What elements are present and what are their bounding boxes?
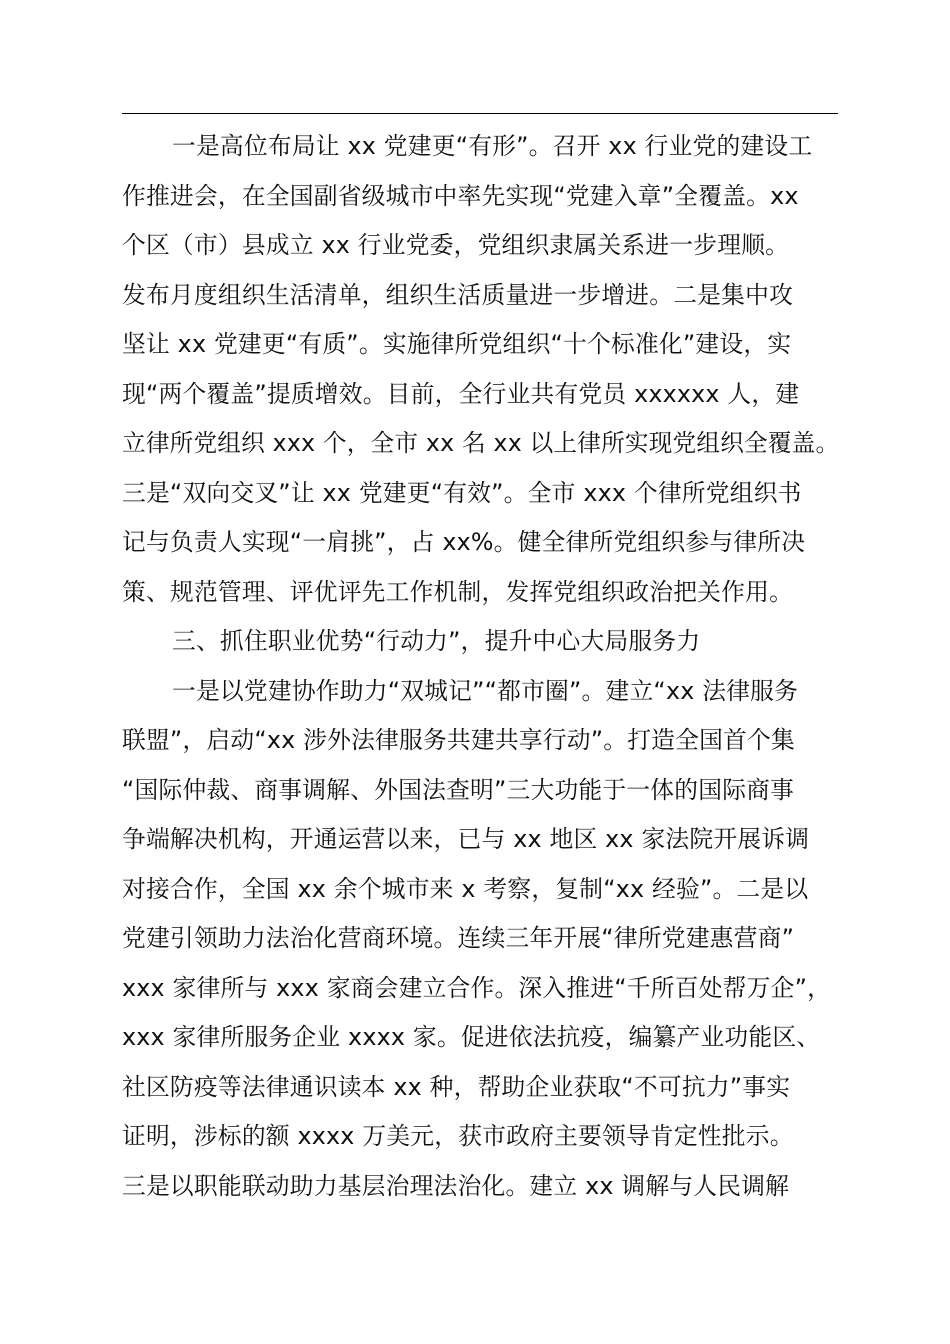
header-rule (122, 113, 838, 114)
text-line: 一是以党建协作助力“双城记”“都市圈”。建立“xx 法律服务 (172, 676, 799, 705)
text-line: 三是以职能联动助力基层治理法治化。建立 xx 调解与人民调解 (122, 1171, 790, 1200)
text-line: 发布月度组织生活清单，组织生活质量进一步增进。二是集中攻 (122, 280, 794, 309)
text-line: 争端解决机构，开通运营以来，已与 xx 地区 xx 家法院开展诉调 (122, 825, 810, 853)
text-line: 党建引领助力法治化营商环境。连续三年开展“律所党建惠营商” (122, 924, 795, 952)
text-line: 对接合作，全国 xx 余个城市来 x 考察，复制“xx 经验”。二是以 (122, 874, 809, 903)
text-line: 证明，涉标的额 xxxx 万美元，获市政府主要领导肯定性批示。 (122, 1122, 794, 1150)
text-line: 一是高位布局让 xx 党建更“有形”。召开 xx 行业党的建设工 (172, 132, 813, 160)
text-line: 现“两个覆盖”提质增效。目前，全行业共有党员 xxxxxx 人，建 (122, 379, 800, 408)
text-line: 联盟”，启动“xx 涉外法律服务共建共享行动”。打造全国首个集 (122, 726, 795, 754)
text-line: 个区（市）县成立 xx 行业党委，党组织隶属关系进一步理顺。 (122, 231, 790, 259)
text-line: xxx 家律所与 xxx 家商会建立合作。深入推进“千所百处帮万企”， (122, 973, 832, 1002)
body-text (122, 122, 862, 1211)
text-line: xxx 家律所服务企业 xxxx 家。促进依法抗疫，编纂产业功能区、 (122, 1023, 821, 1051)
text-line: 作推进会，在全国副省级城市中率先实现“党建入章”全覆盖。xx (122, 181, 799, 210)
text-line: 立律所党组织 xxx 个，全市 xx 名 xx 以上律所实现党组织全覆盖。 (122, 429, 840, 457)
text-line: 社区防疫等法律通识读本 xx 种，帮助企业获取“不可抗力”事实 (122, 1072, 791, 1101)
section-heading: 三、抓住职业优势“行动力”，提升中心大局服务力 (172, 627, 701, 655)
text-line: 坚让 xx 党建更“有质”。实施律所党组织“十个标准化”建设，实 (122, 330, 792, 358)
text-line: 记与负责人实现“一肩挑”，占 xx%。健全律所党组织参与律所决 (122, 528, 806, 556)
text-line: “国际仲裁、商事调解、外国法查明”三大功能于一体的国际商事 (122, 775, 795, 804)
text-line: 策、规范管理、评优评先工作机制，发挥党组织政治把关作用。 (122, 577, 794, 606)
text-line: 三是“双向交叉”让 xx 党建更“有效”。全市 xxx 个律所党组织书 (122, 478, 802, 507)
